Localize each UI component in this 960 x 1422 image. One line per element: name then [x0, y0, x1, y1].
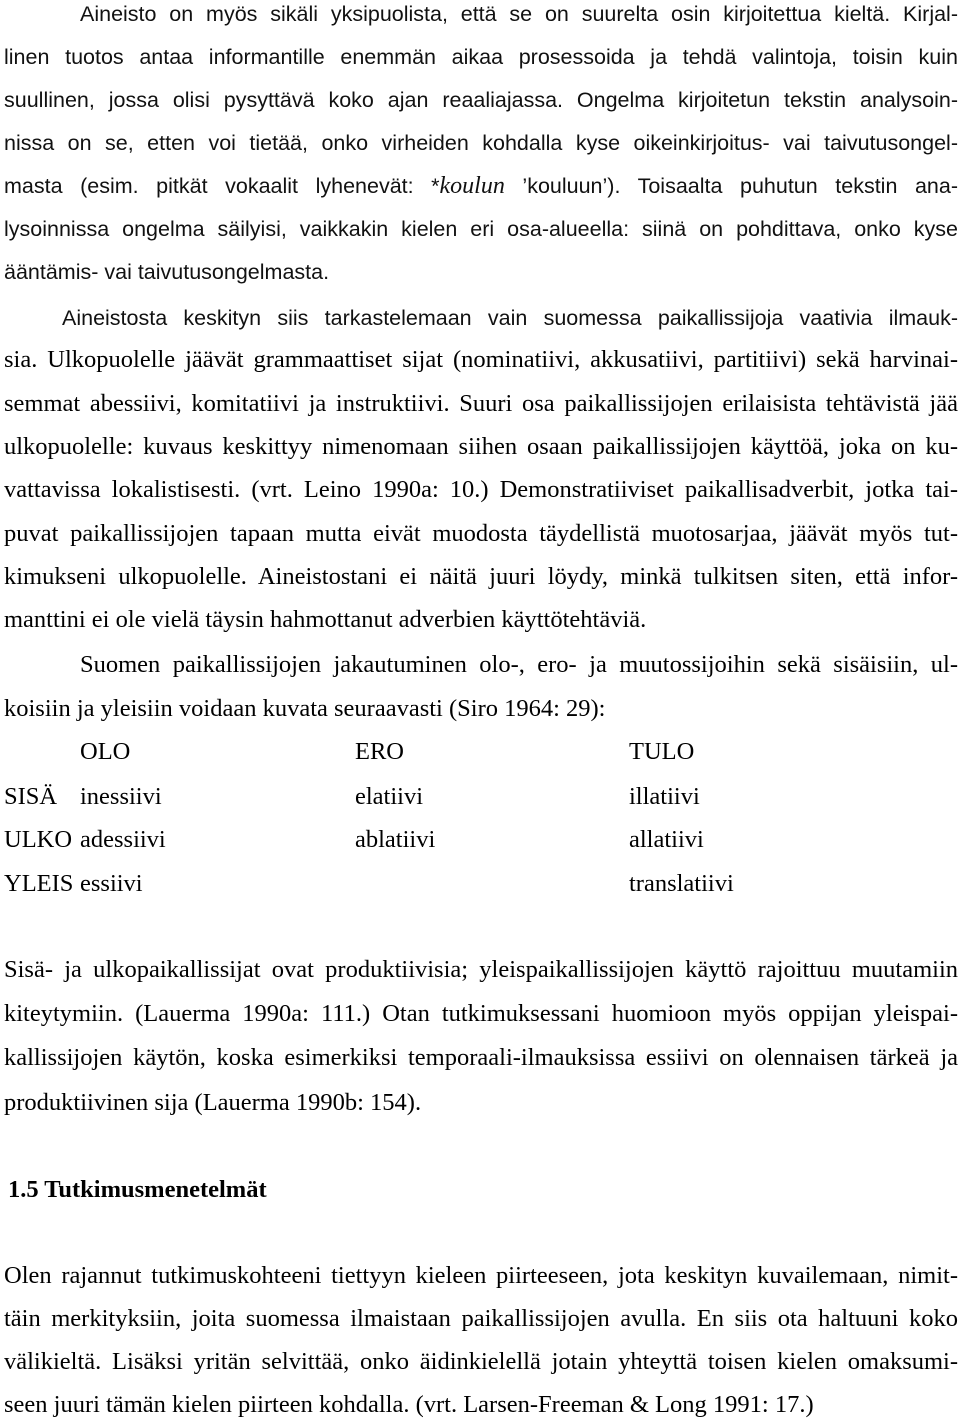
row-label: ULKO	[4, 826, 73, 853]
table-cell: ablatiivi	[355, 826, 436, 853]
section-heading: 1.5 Tutkimusmenetelmät	[8, 1176, 267, 1203]
paragraph-line: välikieltä. Lisäksi yritän selvittää, onko äidinkielellä jotain yhteyttä toisen kielen omaksumi-	[4, 1348, 958, 1375]
line-text: masta (esim. pitkät vokaalit lyhenevät: *	[4, 174, 440, 198]
paragraph-line: koisiin ja yleisiin voidaan kuvata seuraavasti (Siro 1964: 29):	[4, 695, 606, 722]
row-label: YLEIS	[4, 870, 74, 897]
line-text: ’kouluun’). Toisaalta puhutun tekstin ana-	[504, 174, 958, 198]
column-header: TULO	[629, 738, 695, 765]
column-header: ERO	[355, 738, 404, 765]
paragraph-line: täin merkityksiin, joita suomessa ilmaistaan paikallissijojen avulla. En siis ota haltuuni koko	[4, 1305, 958, 1332]
paragraph-line: kallissijojen käytön, koska esimerkiksi temporaali-ilmauksissa essiivi on olennaisen tärkeä ja	[4, 1044, 958, 1071]
table-cell: illatiivi	[629, 783, 700, 810]
paragraph-line: Suomen paikallissijojen jakautuminen olo-, ero- ja muutossijoihin sekä sisäisiin, ul-	[80, 651, 958, 678]
table-cell: inessiivi	[80, 783, 162, 810]
paragraph-line: sia. Ulkopuolelle jäävät grammaattiset sijat (nominatiivi, akkusatiivi, partitiivi) sekä harvinai-	[4, 346, 958, 373]
paragraph-line: suullinen, jossa olisi pysyttävä koko ajan reaaliajassa. Ongelma kirjoitetun tekstin analysoin-	[4, 88, 958, 112]
paragraph-line: kiteytymiin. (Lauerma 1990a: 111.) Otan tutkimuksessani huomioon myös oppijan yleispai-	[4, 1000, 958, 1027]
table-cell: translatiivi	[629, 870, 734, 897]
table-cell: elatiivi	[355, 783, 424, 810]
paragraph-line: nissa on se, etten voi tietää, onko virheiden kohdalla kyse oikeinkirjoitus- vai taivutusongel-	[4, 131, 958, 155]
paragraph-line: semmat abessiivi, komitatiivi ja instruktiivi. Suuri osa paikallissijojen erilaisista tehtävistä jää	[4, 390, 958, 417]
table-cell: essiivi	[80, 870, 143, 897]
paragraph-line: linen tuotos antaa informantille enemmän aikaa prosessoida ja tehdä valintoja, toisin kuin	[4, 45, 958, 69]
paragraph-line: ulkopuolelle: kuvaus keskittyy nimenomaan siihen osaan paikallissijojen käyttöä, joka on ku-	[4, 433, 958, 460]
paragraph-line: vattavissa lokalistisesti. (vrt. Leino 1990a: 10.) Demonstratiiviset paikallisadverbit, jotka tai-	[4, 476, 958, 503]
table-cell: allatiivi	[629, 826, 704, 853]
paragraph-line: Sisä- ja ulkopaikallissijat ovat produktiivisia; yleispaikallissijojen käyttö rajoittuu muutamiin	[4, 956, 958, 983]
paragraph-line: puvat paikallissijojen tapaan mutta eivät muodosta täydellistä muotosarjaa, jäävät myös tut-	[4, 520, 958, 547]
paragraph-line: Aineistosta keskityn siis tarkastelemaan vain suomessa paikallissijoja vaativia ilmauk-	[62, 306, 958, 330]
paragraph-line: kimukseni ulkopuolelle. Aineistostani ei näitä juuri löydy, minkä tulkitsen siten, että infor-	[4, 563, 958, 590]
italic-example-word: koulun	[439, 173, 505, 199]
paragraph-line: produktiivinen sija (Lauerma 1990b: 154).	[4, 1089, 422, 1116]
paragraph-line	[4, 172, 958, 200]
table-cell: adessiivi	[80, 826, 166, 853]
paragraph-line: lysoinnissa ongelma säilyisi, vaikkakin kielen eri osa-alueella: siinä on pohdittava, onko kyse	[4, 217, 958, 241]
column-header: OLO	[80, 738, 131, 765]
paragraph-line: manttini ei ole vielä täysin hahmottanut adverbien käyttötehtäviä.	[4, 606, 647, 633]
paragraph-line: ääntämis- vai taivutusongelmasta.	[4, 260, 330, 284]
paragraph-line: Olen rajannut tutkimuskohteeni tiettyyn kieleen piirteeseen, jota keskityn kuvailemaan, nimit-	[4, 1262, 958, 1289]
paragraph-line: Aineisto on myös sikäli yksipuolista, että se on suurelta osin kirjoitettua kieltä. Kirjal-	[80, 2, 958, 26]
paragraph-line: seen juuri tämän kielen piirteen kohdalla. (vrt. Larsen-Freeman & Long 1991: 17.)	[4, 1391, 814, 1418]
row-label: SISÄ	[4, 783, 58, 810]
